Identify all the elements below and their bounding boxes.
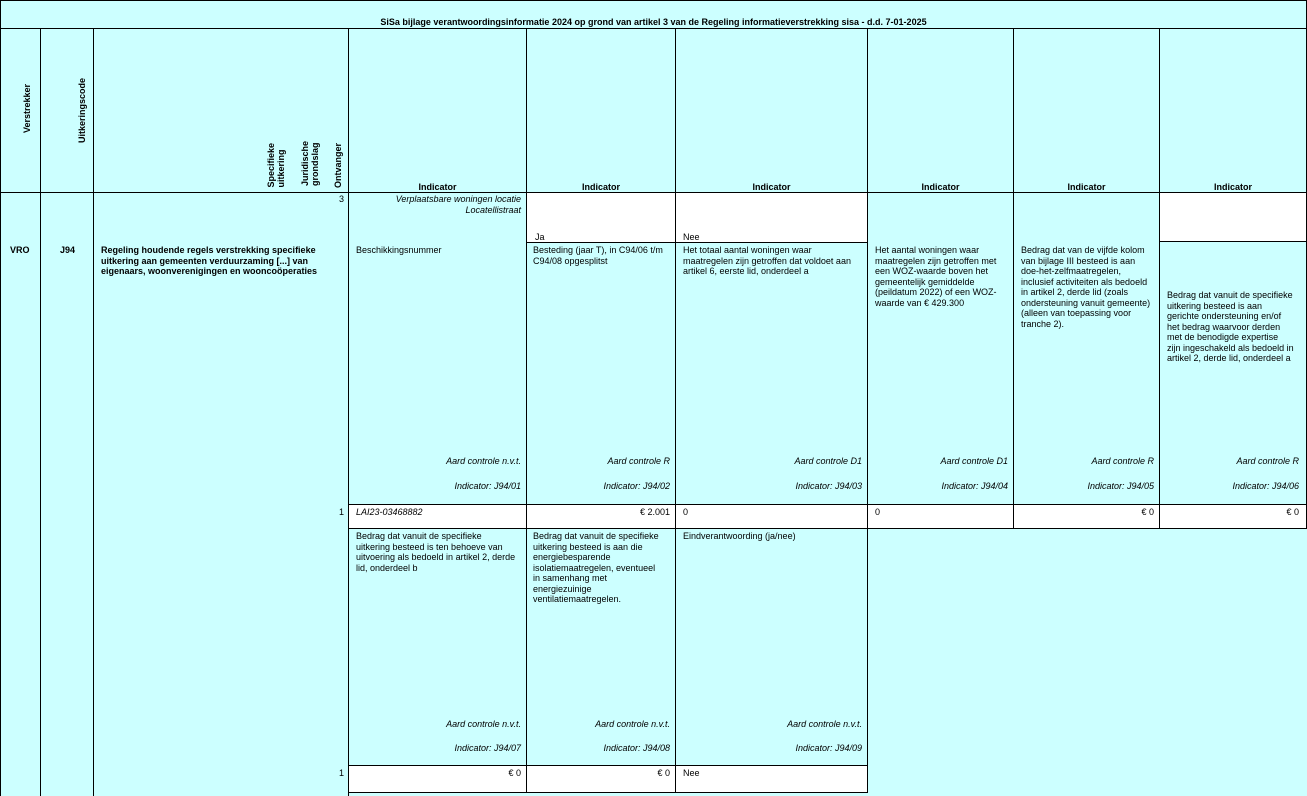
block2-col3-code: Indicator: J94/09 (795, 743, 862, 753)
block1-col1-desc: Beschikkingsnummer (356, 245, 442, 255)
block1-col3-aard: Aard controle D1 (794, 456, 862, 466)
block1-col5-code: Indicator: J94/05 (1087, 481, 1154, 491)
block2-ontvanger-value: 1 (338, 768, 344, 778)
block2-col3-aard: Aard controle n.v.t. (787, 719, 862, 729)
block1-col5-desc: Bedrag dat van de vijfde kolom van bijlage III besteed is aan doe-het-zelfmaatregelen, inclusief activiteiten als bedoeld in artikel 2, derde lid (zoals ondersteuning vanuit gemeente) (alleen van toepassing voor tranche 2). (1021, 245, 1151, 329)
indicator-header-4: Indicator (921, 182, 960, 192)
indicator-header-1: Indicator (418, 182, 457, 192)
block1-col1-value: LAI23-03468882 (356, 507, 423, 517)
col6-white-cell (1160, 193, 1307, 241)
header-uitkeringscode: Uitkeringscode (77, 78, 87, 144)
block1-col4-code: Indicator: J94/04 (941, 481, 1008, 491)
row-uitkeringscode: J94 (60, 245, 76, 255)
block2-col2-value: € 0 (657, 768, 670, 778)
block1-col3-code: Indicator: J94/03 (795, 481, 862, 491)
ontvanger-header-count: 3 (338, 194, 344, 204)
block1-col4-value: 0 (875, 507, 881, 517)
block1-col5-value: € 0 (1141, 507, 1154, 517)
block1-col2-desc: Besteding (jaar T), in C94/06 t/m C94/08 opgesplitst (533, 245, 663, 266)
block1-col3-value: 0 (683, 507, 689, 517)
block1-col4-aard: Aard controle D1 (940, 456, 1008, 466)
block1-col2-value: € 2.001 (639, 507, 670, 517)
block1-col1-aard: Aard controle n.v.t. (446, 456, 521, 466)
header-juridische-grondslag: Juridische grondslag (300, 141, 320, 187)
block1-col6-aard: Aard controle R (1236, 456, 1299, 466)
block1-subheader: Verplaatsbare woningen locatie Locatellistraat (395, 194, 521, 215)
block1-ontvanger-value: 1 (338, 507, 344, 517)
indicator-header-6: Indicator (1213, 182, 1252, 192)
block1-col6-value: € 0 (1286, 507, 1299, 517)
block1-col4-desc: Het aantal woningen waar maatregelen zijn getroffen met een WOZ-waarde boven het gemeentelijk gemiddelde (peildatum 2022) of een WOZ- waarde van € 429.300 (875, 245, 997, 308)
block1-col3-desc: Het totaal aantal woningen waar maatregelen zijn getroffen dat voldoet aan artikel 6, eerste lid, onderdeel a (683, 245, 851, 276)
block2-col1-aard: Aard controle n.v.t. (446, 719, 521, 729)
block2-col2-desc: Bedrag dat vanuit de specifieke uitkering besteed is aan die energiebesparende isolatiemaatregelen, eventueel in samenhang met energiezuinige ventilatiemaatregelen. (533, 531, 659, 604)
header-verstrekker: Verstrekker (22, 84, 32, 134)
block2-col2-aard: Aard controle n.v.t. (595, 719, 670, 729)
indicator-header-2: Indicator (581, 182, 620, 192)
block1-col2-code: Indicator: J94/02 (603, 481, 670, 491)
block1-col6-desc: Bedrag dat vanuit de specifieke uitkering besteed is aan gerichte ondersteuning en/of het bedrag waarvoor derden met de benodigde expertise zijn ingeschakeld als bedoeld in artikel 2, derde lid, onderdeel a (1167, 290, 1294, 363)
block2-col1-code: Indicator: J94/07 (454, 743, 521, 753)
block1-nee: Nee (683, 232, 700, 242)
row-verstrekker: VRO (10, 245, 30, 255)
block2-col3-value: Nee (683, 768, 700, 778)
block2-col1-desc: Bedrag dat vanuit de specifieke uitkering besteed is ten behoeve van uitvoering als bedoeld in artikel 2, derde lid, onderdeel b (356, 531, 516, 573)
block1-ja: Ja (535, 232, 545, 242)
indicator-header-5: Indicator (1067, 182, 1106, 192)
block1-col6-code: Indicator: J94/06 (1232, 481, 1299, 491)
header-ontvanger: Ontvanger (333, 143, 343, 189)
block2-col2-code: Indicator: J94/08 (603, 743, 670, 753)
block1-col2-aard: Aard controle R (607, 456, 670, 466)
indicator-header-3: Indicator (752, 182, 791, 192)
block1-col5-aard: Aard controle R (1091, 456, 1154, 466)
sheet-title: SiSa bijlage verantwoordingsinformatie 2024 op grond van artikel 3 van de Regeling informatieverstrekking sisa - d.d. 7-01-2025 (380, 17, 927, 27)
block2-col1-value: € 0 (508, 768, 521, 778)
header-specifieke-uitkering: Specifieke uitkering (266, 143, 286, 188)
block2-col3-desc: Eindverantwoording (ja/nee) (683, 531, 796, 541)
row-regeling: Regeling houdende regels verstrekking specifieke uitkering aan gemeenten verduurzaming [...] van eigenaars, woonverenigingen en wooncoöperaties (101, 245, 318, 276)
block1-col1-code: Indicator: J94/01 (454, 481, 521, 491)
